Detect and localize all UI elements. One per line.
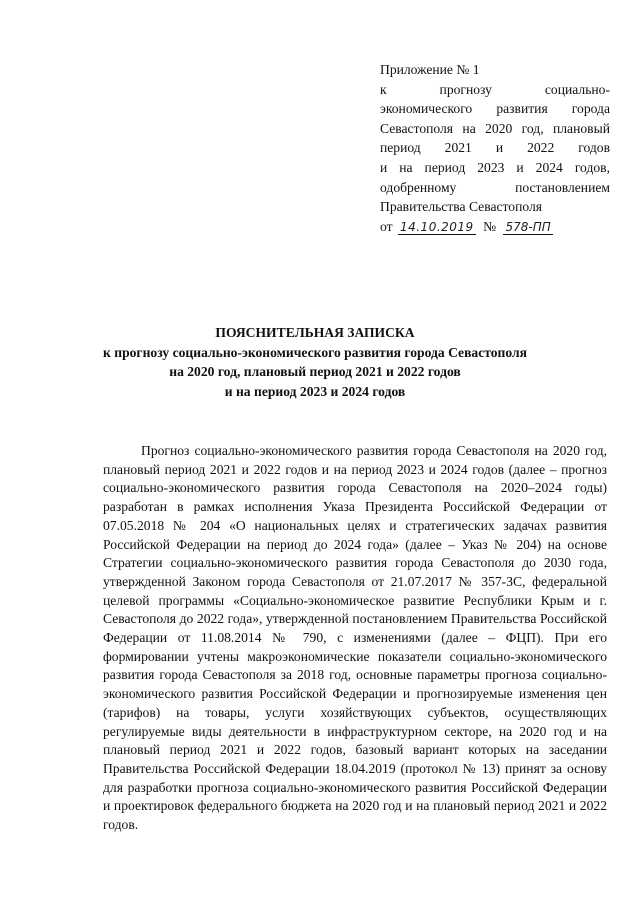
- appendix-line: экономического развития города: [380, 101, 610, 117]
- appendix-line: Правительства Севастополя: [380, 199, 543, 215]
- title-subline: и на период 2023 и 2024 годов: [224, 383, 406, 399]
- appendix-line: и на период 2023 и 2024 годов,: [380, 159, 610, 175]
- appendix-line: Приложение № 1: [380, 62, 480, 77]
- document-title: [90, 323, 540, 401]
- title-heading: ПОЯСНИТЕЛЬНАЯ ЗАПИСКА: [215, 325, 415, 340]
- number-prefix: №: [483, 218, 497, 234]
- appendix-line: Севастополя на 2020 год, плановый: [380, 120, 610, 136]
- appendix-line: период 2021 и 2022 годов: [380, 140, 610, 156]
- date-prefix: от: [380, 218, 393, 234]
- handwritten-date: 14.10.2019: [399, 219, 474, 234]
- title-subline: к прогнозу социально-экономического развития города Севастополя: [103, 344, 527, 360]
- decree-date-number: [380, 217, 610, 237]
- appendix-line: одобренному постановлением: [380, 179, 610, 195]
- title-subline: на 2020 год, плановый период 2021 и 2022 годов: [169, 364, 461, 380]
- handwritten-number: 578-ПП: [505, 219, 551, 234]
- appendix-block: [380, 60, 610, 236]
- appendix-line: к прогнозу социально-: [380, 81, 610, 97]
- body-paragraph: Прогноз социально-экономического развития города Севастополя на 2020 год, плановый период 2021 и 2022 годов и на период 2023 и 2024 годов (далее – прогноз социально-экономического развития города Севастополя на 2020–2024 годы) разработан в рамках исполнения Указа Президента Российской Федерации от 07.05.2018 № 204 «О национальных целях и стратегических задачах развития Российской Федерации на период до 2024 года» (далее – Указ № 204) на основе Стратегии социально-экономического развития города Севастополя до 2030 года, утвержденной Законом города Севастополя от 21.07.2017 № 357-ЗС, федеральной целевой программы «Социально-экономическое развитие Республики Крым и г. Севастополя до 2022 года», утвержденной постановлением Правительства Российской Федерации от 11.08.2014 № 790, с изменениями (далее – ФЦП). При его формировании учтены макроэкономические показатели социально-экономического развития города Севастополя за 2018 год, основные параметры прогноза социально-экономического развития Российской Федерации и прогнозируемые изменения цен (тарифов) на товары, услуги хозяйствующих субъектов, осуществляющих регулируемые виды деятельности в инфраструктурном секторе, на 2020 год и на плановый период 2021 и 2022 годов, базовый вариант которых на заседании Правительства Российской Федерации 18.04.2019 (протокол № 13) принят за основу для разработки прогноза социально-экономического развития Российской Федерации и проектировок федерального бюджета на 2020 год и на плановый период 2021 и 2022 годов.: [103, 443, 607, 833]
